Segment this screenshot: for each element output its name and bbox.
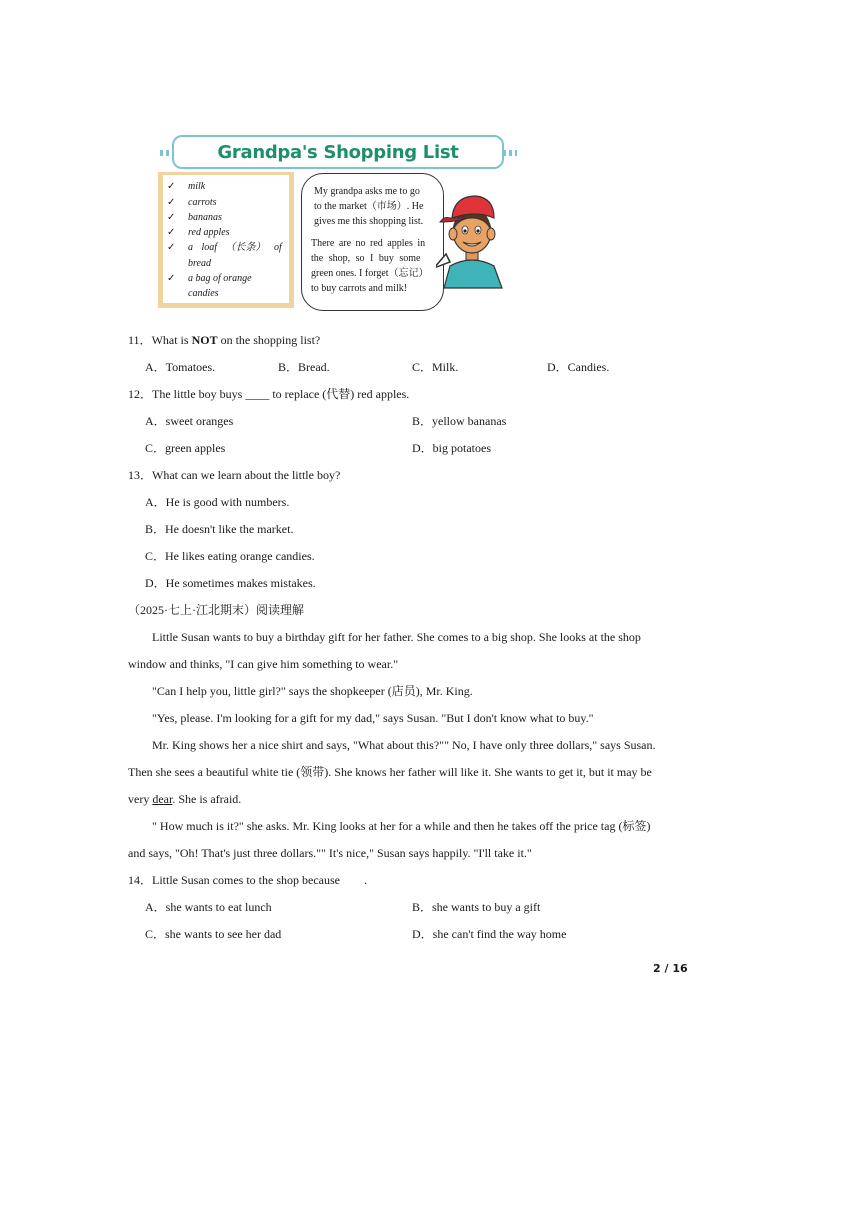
question-text: What can we learn about the little boy? <box>152 468 341 482</box>
question-number: 11． <box>128 333 152 347</box>
speech-bubble <box>301 173 444 311</box>
list-item: a loaf （长条） of <box>188 242 282 253</box>
speech-line: to the market（市场）. He <box>314 201 424 212</box>
list-item: a bag of orange <box>188 273 252 284</box>
check-icon: ✓ <box>167 181 176 192</box>
option-a[interactable]: A．Tomatoes. <box>145 360 216 374</box>
shopping-list-banner <box>172 135 504 169</box>
underlined-word: dear <box>152 792 173 806</box>
option-c[interactable]: C．He likes eating orange candies. <box>145 549 315 563</box>
passage-line: Then she sees a beautiful white tie (领带). She knows her father will like it. She wants to get it, but it may be <box>128 765 652 779</box>
speech-line: green ones. I forget（忘记） <box>311 268 429 279</box>
option-b[interactable]: B．she wants to buy a gift <box>412 900 541 914</box>
passage-line: window and thinks, "I can give him something to wear." <box>128 657 399 671</box>
speech-line: gives me this shopping list. <box>314 216 424 227</box>
check-icon: ✓ <box>167 273 176 284</box>
question-text: on the shopping list? <box>217 333 321 347</box>
passage-line: Mr. King shows her a nice shirt and says, "What about this?"" No, I have only three dollars," says Susan. <box>152 738 656 752</box>
speech-line: There are no red apples in <box>311 238 426 249</box>
passage-line: and says, "Oh! That's just three dollars."" It's nice," Susan says happily. "I'll take it." <box>128 846 532 860</box>
option-b[interactable]: B．yellow bananas <box>412 414 507 428</box>
speech-line: to buy carrots and milk! <box>311 283 408 294</box>
section-source: （2025·七上·江北期末）阅读理解 <box>128 603 304 617</box>
check-icon: ✓ <box>167 197 176 208</box>
list-item: bananas <box>188 212 222 223</box>
passage-line: " How much is it?" she asks. Mr. King looks at her for a while and then he takes off the price tag (标签) <box>152 819 651 833</box>
shopping-list-note <box>158 172 294 308</box>
option-d[interactable]: D．she can't find the way home <box>412 927 567 941</box>
question-number: 12． <box>128 387 153 401</box>
option-d[interactable]: D．big potatoes <box>412 441 491 455</box>
check-icon: ✓ <box>167 227 176 238</box>
option-c[interactable]: C．she wants to see her dad <box>145 927 282 941</box>
check-icon: ✓ <box>167 212 176 223</box>
question-14 <box>128 873 367 887</box>
option-b[interactable]: B．He doesn't like the market. <box>145 522 294 536</box>
question-text: The little boy buys ____ to replace (代替) red apples. <box>152 387 410 401</box>
passage-line: "Can I help you, little girl?" says the shopkeeper (店员), Mr. King. <box>152 684 473 698</box>
option-c[interactable]: C．Milk. <box>412 360 459 374</box>
boy-cartoon-icon <box>436 188 508 293</box>
question-12 <box>128 387 409 401</box>
page-number: 2 / 16 <box>653 962 688 975</box>
list-item: milk <box>188 181 206 192</box>
check-icon: ✓ <box>167 242 176 253</box>
speech-line: My grandpa asks me to go <box>314 186 420 197</box>
option-d[interactable]: D．Candies. <box>547 360 610 374</box>
option-a[interactable]: A．sweet oranges <box>145 414 234 428</box>
question-text: What is <box>151 333 192 347</box>
list-item: candies <box>188 288 219 299</box>
banner-stripe-right <box>503 150 517 156</box>
option-b[interactable]: B．Bread. <box>278 360 330 374</box>
option-d[interactable]: D．He sometimes makes mistakes. <box>145 576 316 590</box>
question-number: 13． <box>128 468 153 482</box>
passage-line: "Yes, please. I'm looking for a gift for my dad," says Susan. "But I don't know what to buy." <box>152 711 594 725</box>
question-13 <box>128 468 340 482</box>
shopping-list-title: Grandpa's Shopping List <box>217 142 459 163</box>
passage-line: very dear. She is afraid. <box>128 792 242 806</box>
option-a[interactable]: A．she wants to eat lunch <box>145 900 272 914</box>
option-c[interactable]: C．green apples <box>145 441 226 455</box>
list-item: carrots <box>188 197 217 208</box>
question-emphasis: NOT <box>191 333 218 347</box>
passage-line: Little Susan wants to buy a birthday gift for her father. She comes to a big shop. She looks at the shop <box>152 630 641 644</box>
question-11 <box>128 333 320 347</box>
list-item: red apples <box>188 227 230 238</box>
speech-line: the shop, so I buy some <box>311 253 421 264</box>
question-text: Little Susan comes to the shop because . <box>152 873 367 887</box>
option-a[interactable]: A．He is good with numbers. <box>145 495 290 509</box>
list-item: bread <box>188 258 211 269</box>
question-number: 14． <box>128 873 153 887</box>
